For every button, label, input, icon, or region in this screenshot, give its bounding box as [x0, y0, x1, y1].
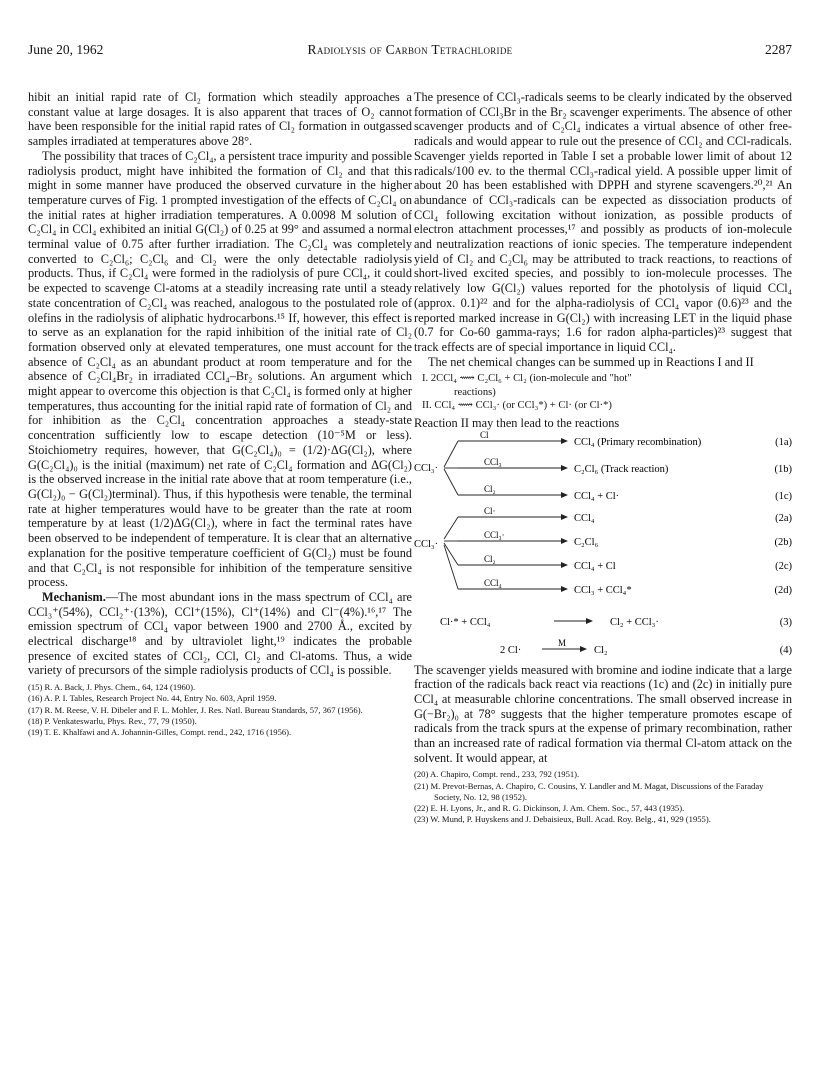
header-title: Radiolysis of Carbon Tetrachloride	[307, 42, 513, 57]
equation-number: (2b)	[774, 536, 792, 548]
footnote: (19) T. E. Khalfawi and A. Johannin-Gilles, Compt. rend., 242, 1716 (1956).	[28, 726, 292, 737]
paragraph: The scavenger yields measured with bromine and iodine indicate that a large fraction of the radicals back react via reactions (1c) and (2c) in initially pure CCl₄ at measurable chlorine concentrations. The small observed increase in G(−Br₂)₀ at 78° suggests that the higher temperature promotes escape of radicals from the track spurs at the expense of primary recombination, rather than an increased rate of radical formation via thermal Cl-atom attack on the solvent. It would appear, at	[414, 662, 792, 765]
paragraph: The presence of CCl₃-radicals seems to be clearly indicated by the observed formation of CCl₃Br in the Br₂ scavenger experiments. The absence of other scavenger products and of C₂Cl₄ indicates a virtual absence of other free-radicals and would appear to rule out the presence of CCl₂ and CCl-radicals. Scavenger yields reported in Table I set a probable lower limit of about 12 radicals/100 ev. to the thermal CCl₃-radical yield. A possible upper limit of about 20 has been established with DPPH and styrene scavengers.²⁰,²¹ An abundance of CCl₃-radicals can be expected as dissociation products of CCl₄ following excitation without ionization, as possible products of electron attachment processes,¹⁷ and possibly as products of ion-molecule and neutralization reactions of ionic species. The temperature independent yield of Cl₂ and C₂Cl₆ may be attributed to track reactions, to reactions of short-lived excited species, and possibly to ion-molecule processes. The relatively low G(Cl₂) values reported for the photolysis of liquid CCl₄ (approx. 0.1)²² and for the alpha-radiolysis of CCl₄ vapor (0.6)²³ and the reported marked increase in G(Cl₂) with increasing LET in the liquid phase (0.7 for Co-60 gamma-rays; 1.6 for radon alpha-particles)²³ suggest that track effects are of special importance in liquid CCl₄.	[414, 90, 792, 354]
branch-product: CCl₄ + Cl·	[574, 490, 620, 502]
branch-line	[444, 469, 458, 495]
header-date: June 20, 1962	[28, 42, 104, 57]
branch-reagent: CCl₃	[484, 456, 502, 467]
reaction-I-cont: reactions)	[454, 386, 496, 398]
equation-rhs: Cl₂ + CCl₃·	[610, 616, 659, 628]
branch-1b	[458, 457, 792, 475]
footnote: (21) M. Prevot-Bernas, A. Chapiro, C. Cousins, Y. Landler and M. Magat, Discussions of the Faraday Society, No. 12, 98 (1952).	[414, 780, 764, 802]
footnotes	[28, 682, 412, 738]
branch-2a	[458, 506, 792, 524]
branch-reagent: CCl₄	[484, 577, 502, 588]
equation-4	[500, 638, 792, 656]
equation-number: (3)	[779, 616, 792, 628]
equation-number: (2a)	[775, 512, 792, 524]
paragraph: The possibility that traces of C₂Cl₄, a persistent trace impurity and possible radiolysis product, might have inhibited the formation of Cl₂ and that this might in some manner have produced the observed curvature in the higher temperature curves of Fig. 1 prompted investigation of the effects of C₂Cl₄ on the initial rates at higher irradiation temperatures. A 0.0098 M solution of C₂Cl₄ in CCl₄ exhibited an initial G(Cl₂) of 0.25 at 99° and assumed a normal terminal value of 0.75 after further irradiation. The C₂Cl₄ was completely converted to C₂Cl₆; C₂Cl₆ and Cl₂ were the only detectable radiolysis products. Thus, if C₂Cl₄ were formed in the radiolysis of pure CCl₄, it could be expected to scavenge Cl-atoms at a steadily increasing rate until a steady state concentration of C₂Cl₄ was reached, analogous to the postulated role of olefins in the radiolysis of aliphatic hydrocarbons.¹⁵ If, however, this effect is to serve as an explanation for the rapid inhibition of the initial rate of Cl₂ formation observed only at elevated temperatures, one must account for the absence of C₂Cl₄ as an abundant product at room temperature and for the absence of C₂Cl₄Br₂ in irradiated CCl₄–Br₂ solutions. An argument which might appear to overcome this objection is that C₂Cl₄ is formed only at higher temperatures, thus accounting for the initial rapid rate of formation of Cl₂ and for inhibition as the C₂Cl₄ concentration approaches a steady-state concentration sufficiently low to escape detection (10⁻⁵M or less). Stoichiometry requires, however, that G(C₂Cl₄)₀ = (1/2)·ΔG(Cl₂), where G(C₂Cl₄)₀ is the initial (maximum) net rate of C₂Cl₄ formation and ΔG(Cl₂) is the observed increase in the initial rate above that at room temperature (i.e., G(Cl₂)₀ − G(Cl₂)terminal). Thus, if this hypothesis were tenable, the terminal rate at higher temperatures would have to be greater than the rate at room temperature by at least (1/2)ΔG(Cl₂), where in fact the terminal rates have been observed to be independent of temperature. It is clear that an alternative explanation for the positive temperature coefficient of G(Cl₂) must be found and that C₂Cl₄ is not responsible for inhibition of the temperature sensitive process.	[28, 148, 412, 590]
branch-reagent: Cl	[480, 430, 489, 440]
branch-product: C₂Cl₆	[574, 536, 599, 548]
branch-2c	[458, 554, 792, 572]
header-page-number: 2287	[765, 42, 792, 57]
equation-number: (1c)	[775, 490, 792, 502]
running-header	[28, 42, 792, 62]
reaction-II: II. CCl₄ ⟿ CCl₃· (or CCl₃*) + Cl· (or Cl·*)	[422, 400, 612, 412]
left-column	[28, 90, 412, 738]
branch-line	[444, 517, 458, 539]
footnote: (22) E. H. Lyons, Jr., and R. G. Dickinson, J. Am. Chem. Soc., 57, 443 (1935).	[414, 803, 685, 814]
equations-3-4	[414, 607, 792, 663]
equation-number: (1a)	[775, 436, 792, 448]
branch-1a	[458, 431, 792, 448]
branch-product: C₂Cl₆ (Track reaction)	[574, 463, 669, 475]
equation-catalyst: M	[558, 637, 567, 648]
branch-1c	[458, 484, 792, 502]
footnote: (17) R. M. Reese, V. H. Dibeler and F. L. Mohler, J. Res. Natl. Bureau Standards, 57, 367 (1956).	[28, 704, 363, 715]
footnote: (23) W. Mund, P. Huyskens and J. Debaisieux, Bull. Acad. Roy. Belg., 41, 929 (1955).	[414, 814, 711, 825]
section-heading: Mechanism.	[42, 589, 106, 604]
reaction-scheme-2	[414, 505, 792, 601]
branch-reagent: Cl₂	[484, 483, 496, 494]
right-column	[414, 90, 792, 826]
branch-product: CCl₄ (Primary recombination)	[574, 436, 702, 448]
equation-number: (2d)	[774, 584, 792, 596]
branch-line	[444, 543, 458, 565]
equation-lhs: Cl·* + CCl₄	[440, 616, 491, 628]
paragraph: hibit an initial rapid rate of Cl₂ formation which steadily approaches a constant value at large dosages. It is also apparent that traces of O₂ cannot have been responsible for the initial rapid rates of Cl₂ formation in outgassed samples irradiated at temperatures above 28°.	[28, 90, 412, 149]
paragraph: The net chemical changes can be summed up in Reactions I and II	[428, 354, 754, 369]
footnote: (16) A. P. I. Tables, Research Project No. 44, Entry No. 603, April 1959.	[28, 693, 277, 704]
branch-reagent: Cl·	[484, 505, 496, 516]
equation-number: (1b)	[774, 463, 792, 475]
equation-rhs: Cl₂	[594, 644, 608, 656]
equation-lhs: 2 Cl·	[500, 644, 522, 656]
equation-3	[440, 617, 792, 628]
footnote: (18) P. Venkateswarlu, Phys. Rev., 77, 79 (1950).	[28, 715, 197, 726]
scheme-source: CCl₃·	[414, 462, 439, 474]
equation-number: (2c)	[775, 560, 792, 572]
reaction-I: I. 2CCl₄ ⟿ C₂Cl₆ + Cl₂ (ion-molecule and "hot"	[422, 373, 632, 385]
branch-2d	[458, 578, 792, 596]
footnotes	[414, 769, 792, 825]
branch-line	[444, 441, 458, 467]
reaction-scheme-1	[414, 431, 792, 503]
branch-product: CCl₄ + Cl	[574, 560, 616, 572]
paragraph: Reaction II may then lead to the reactions	[414, 415, 620, 430]
branch-product: CCl₄	[574, 512, 595, 524]
paragraph: Mechanism.—The most abundant ions in the mass spectrum of CCl₄ are CCl₃⁺(54%), CCl₂⁺·(13%), CCl⁺(15%), Cl⁺(14%) and Cl⁻(4%).¹⁶,¹⁷ The emission spectrum of CCl₄ vapor between 1900 and 2700 Å., excited by electrical discharge¹⁸ and by ultraviolet light,¹⁹ indicates the probable presence of excited states of CCl₂, CCl, Cl₂ and Cl-atoms. Thus, a wide variety of precursors of the simple radiolysis products of CCl₄ is possible.	[28, 589, 412, 678]
branch-line	[444, 545, 458, 589]
branch-2b	[458, 530, 792, 548]
scheme-source: CCl₃·	[414, 538, 439, 550]
branch-reagent: CCl₃·	[484, 529, 505, 540]
footnote: (20) A. Chapiro, Compt. rend., 233, 792 (1951).	[414, 769, 580, 780]
reaction-list	[414, 372, 792, 413]
footnote: (15) R. A. Back, J. Phys. Chem., 64, 124 (1960).	[28, 682, 196, 693]
branch-reagent: Cl₂	[484, 553, 496, 564]
branch-product: CCl₃ + CCl₄*	[574, 584, 632, 596]
equation-number: (4)	[779, 644, 792, 656]
